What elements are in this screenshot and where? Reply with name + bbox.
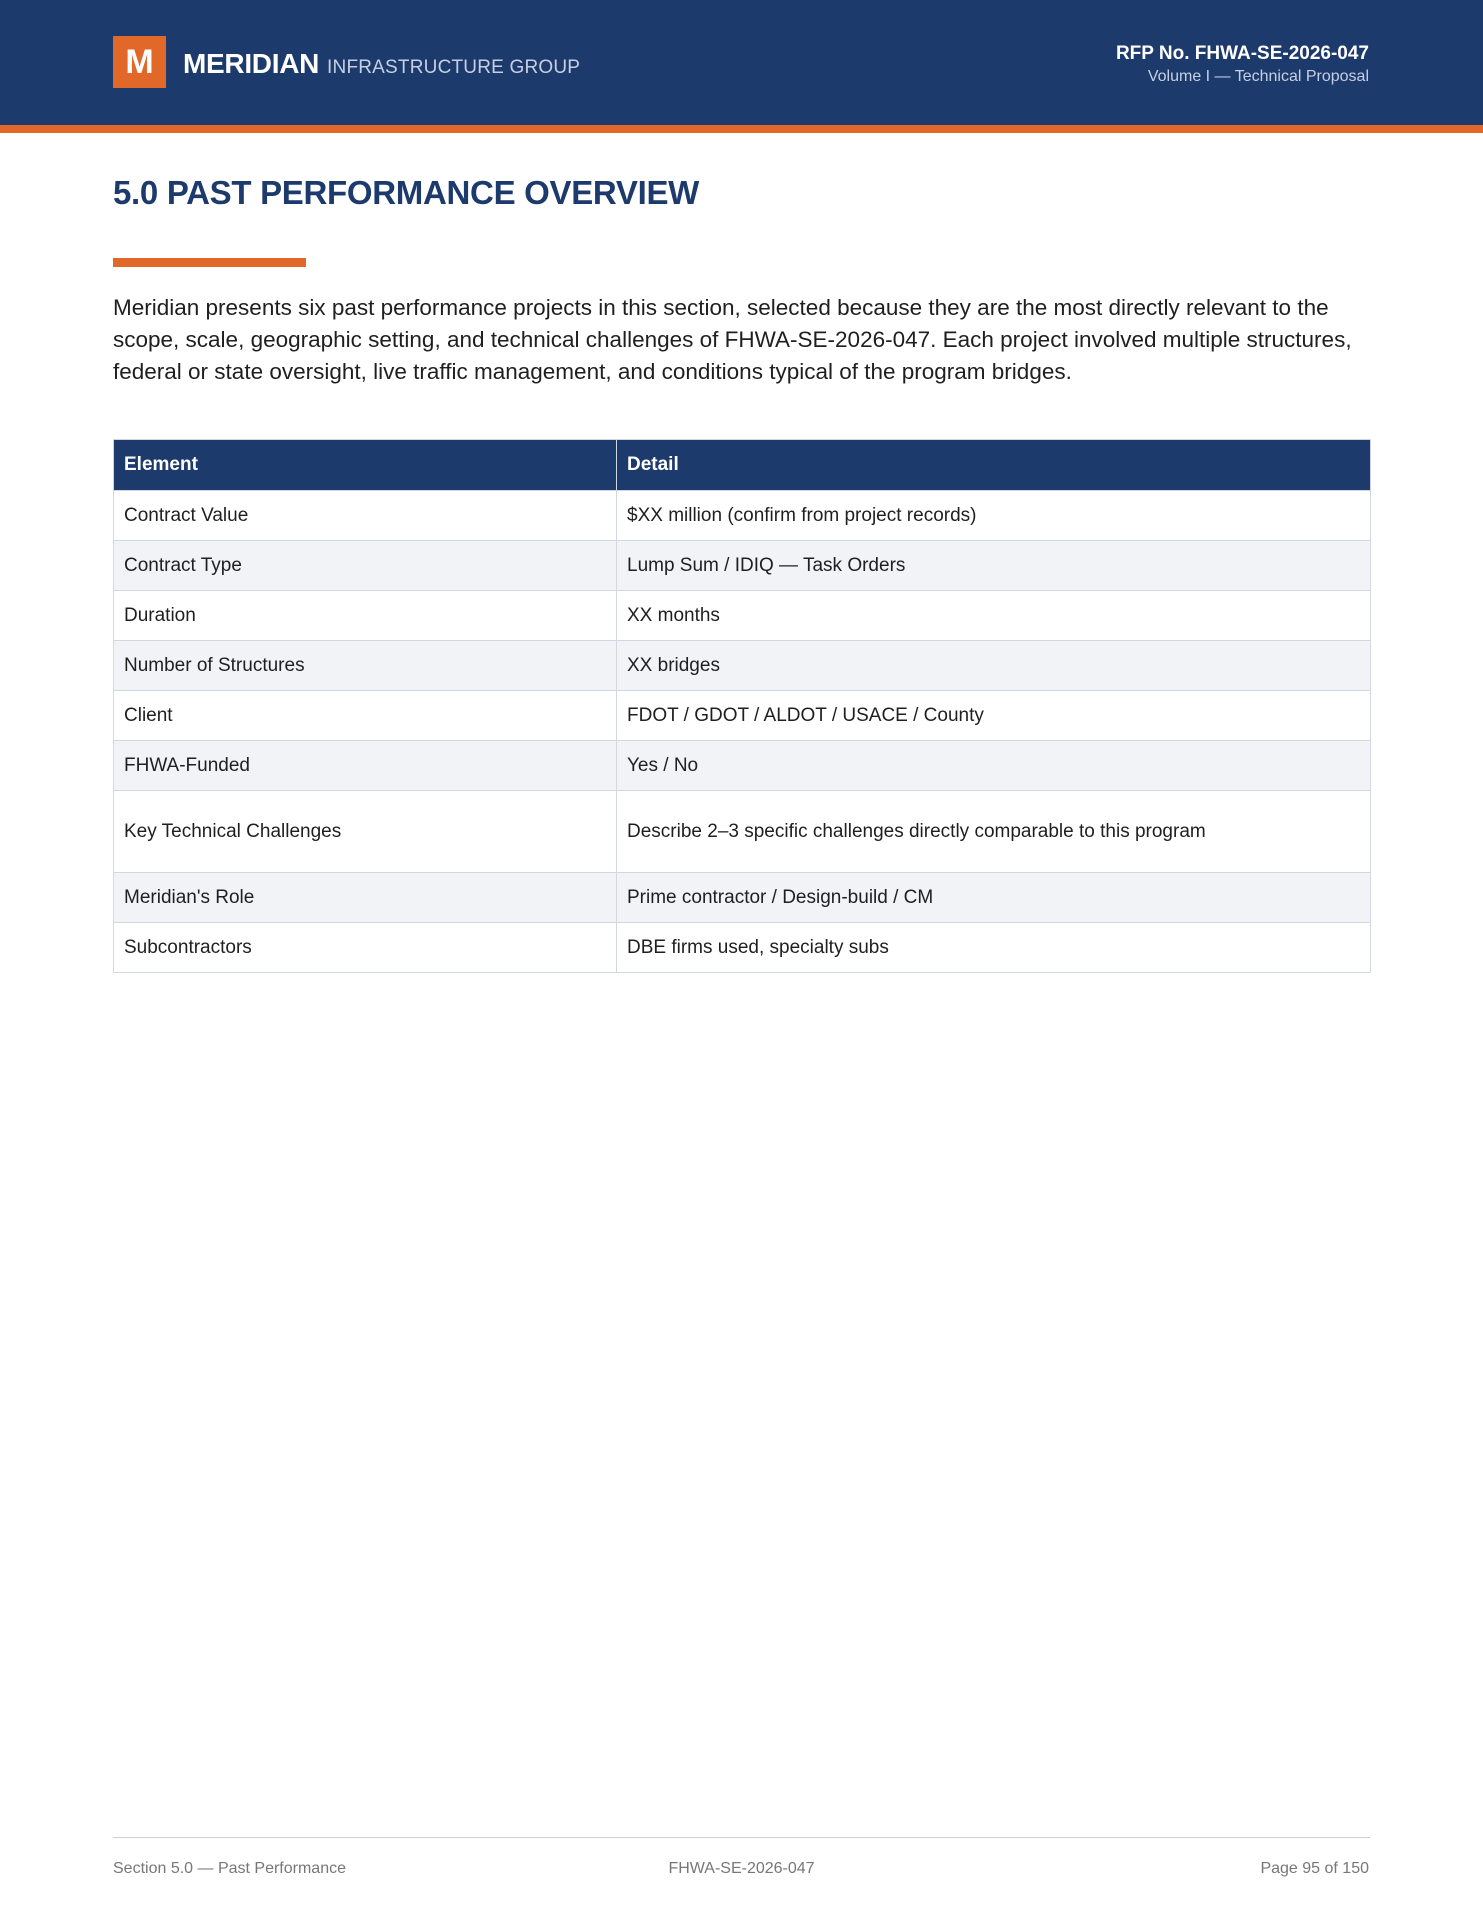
- column-header-detail: Detail: [617, 440, 1371, 491]
- brand-subtitle: INFRASTRUCTURE GROUP: [327, 57, 581, 78]
- page-header: [0, 0, 1483, 125]
- row-detail: XX bridges: [617, 641, 1371, 691]
- row-element: Meridian's Role: [114, 873, 617, 923]
- row-detail: DBE firms used, specialty subs: [617, 923, 1371, 973]
- row-element: FHWA-Funded: [114, 741, 617, 791]
- brand-name: MERIDIAN: [183, 48, 320, 79]
- past-performance-table: [113, 439, 1371, 973]
- row-element: Duration: [114, 591, 617, 641]
- row-detail: $XX million (confirm from project records): [617, 491, 1371, 541]
- company-logo-mark: M: [113, 36, 166, 88]
- row-element: Contract Type: [114, 541, 617, 591]
- header-accent-stripe: [0, 125, 1483, 133]
- row-detail: Prime contractor / Design-build / CM: [617, 873, 1371, 923]
- rfp-info: [1116, 42, 1369, 88]
- row-detail: XX months: [617, 591, 1371, 641]
- column-header-element: Element: [114, 440, 617, 491]
- row-detail: FDOT / GDOT / ALDOT / USACE / County: [617, 691, 1371, 741]
- table-row: [114, 641, 1371, 691]
- footer-rfp-id: FHWA-SE-2026-047: [668, 1860, 815, 1877]
- row-element: Contract Value: [114, 491, 617, 541]
- row-detail: Describe 2–3 specific challenges directly comparable to this program: [617, 791, 1371, 873]
- footer-section-label: Section 5.0 — Past Performance: [113, 1860, 346, 1877]
- table-row: [114, 691, 1371, 741]
- rfp-volume: Volume I — Technical Proposal: [1147, 68, 1369, 85]
- table-row: [114, 791, 1371, 873]
- row-element: Client: [114, 691, 617, 741]
- company-brand: [183, 48, 580, 80]
- footer-page-number: Page 95 of 150: [1260, 1860, 1369, 1877]
- table-row: [114, 491, 1371, 541]
- section-title: 5.0 PAST PERFORMANCE OVERVIEW: [113, 174, 700, 211]
- row-element: Key Technical Challenges: [114, 791, 617, 873]
- intro-paragraph: Meridian presents six past performance projects in this section, selected because they are the most directly relevant to the scope, scale, geographic setting, and technical challenges of FHWA-SE-2026-047. Each project involved multiple structures, federal or state oversight, live traffic management, and conditions typical of the program bridges.: [113, 295, 1352, 384]
- table-row: [114, 873, 1371, 923]
- title-accent-rule: [113, 258, 306, 267]
- row-detail: Yes / No: [617, 741, 1371, 791]
- table-row: [114, 541, 1371, 591]
- row-element: Subcontractors: [114, 923, 617, 973]
- footer-divider: [113, 1837, 1370, 1838]
- table-row: [114, 923, 1371, 973]
- table-row: [114, 741, 1371, 791]
- table-row: [114, 591, 1371, 641]
- table-header-row: [114, 440, 1371, 491]
- row-element: Number of Structures: [114, 641, 617, 691]
- row-detail: Lump Sum / IDIQ — Task Orders: [617, 541, 1371, 591]
- rfp-number: RFP No. FHWA-SE-2026-047: [1115, 43, 1369, 64]
